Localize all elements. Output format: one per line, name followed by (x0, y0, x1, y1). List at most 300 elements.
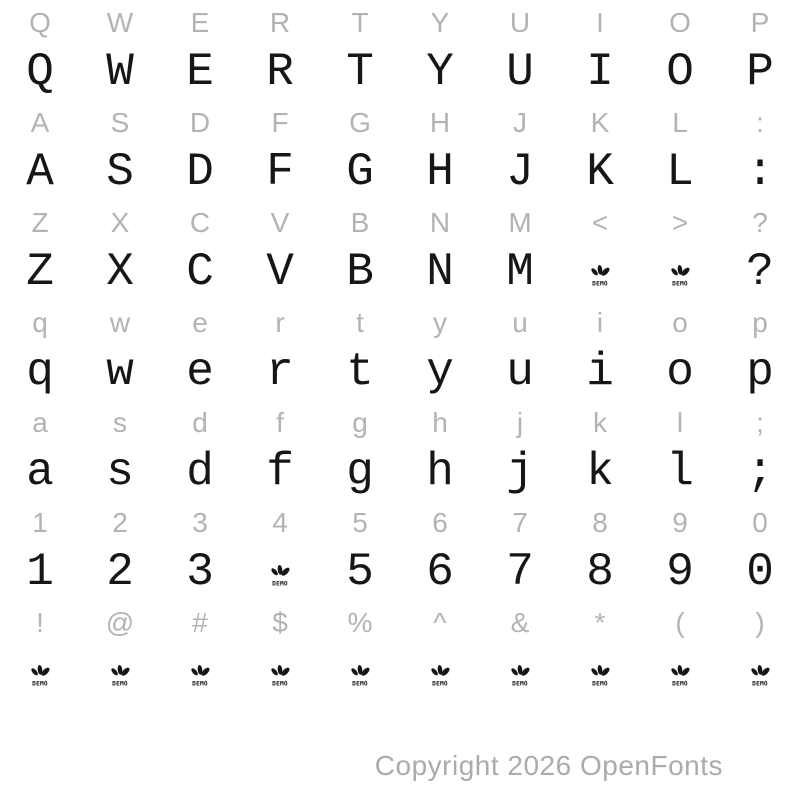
demo-glyph-icon (107, 664, 133, 688)
specimen-char-cell (560, 446, 640, 498)
specimen-row (0, 437, 800, 500)
reference-char-cell (240, 409, 320, 437)
specimen-glyph: k (586, 446, 614, 498)
reference-char-cell (560, 409, 640, 437)
reference-glyph: 9 (672, 507, 688, 538)
reference-glyph: D (189, 107, 211, 138)
specimen-char-cell (640, 46, 720, 98)
reference-glyph: O (669, 7, 691, 38)
specimen-char-cell (560, 146, 640, 198)
reference-glyph: L (672, 107, 688, 138)
specimen-char-cell (80, 546, 160, 598)
specimen-glyph: i (586, 346, 614, 398)
specimen-char-cell (160, 546, 240, 598)
reference-char-cell (640, 9, 720, 37)
specimen-glyph: I (586, 46, 614, 98)
specimen-char-cell (640, 264, 720, 295)
specimen-char-cell (480, 664, 560, 695)
reference-glyph: i (596, 307, 604, 338)
svg-text:DEMO: DEMO (192, 680, 208, 688)
reference-char-cell (480, 509, 560, 537)
specimen-char-cell (240, 664, 320, 695)
reference-glyph: @ (105, 607, 135, 638)
svg-text:DEMO: DEMO (272, 580, 288, 588)
reference-char-cell (720, 509, 800, 537)
specimen-char-cell (480, 46, 560, 98)
reference-glyph: K (590, 107, 610, 138)
reference-glyph: N (429, 207, 451, 238)
specimen-char-cell (400, 546, 480, 598)
specimen-char-cell (240, 564, 320, 595)
page-footer (0, 700, 800, 800)
reference-char-cell (560, 9, 640, 37)
reference-glyph: ? (752, 207, 768, 238)
specimen-glyph: ? (746, 246, 774, 298)
specimen-char-cell (0, 46, 80, 98)
reference-char-cell (320, 609, 400, 637)
demo-glyph-icon (27, 664, 53, 688)
character-pair-row (0, 600, 800, 700)
reference-glyph: G (349, 107, 371, 138)
reference-char-cell (160, 509, 240, 537)
reference-char-cell (400, 509, 480, 537)
svg-text:DEMO: DEMO (672, 680, 688, 688)
reference-glyph: U (509, 7, 531, 38)
specimen-glyph: A (26, 146, 54, 198)
reference-glyph: 6 (432, 507, 448, 538)
reference-glyph: W (106, 7, 134, 38)
reference-char-cell (560, 109, 640, 137)
reference-glyph: F (271, 107, 289, 138)
specimen-glyph: N (426, 246, 454, 298)
specimen-glyph: L (666, 146, 694, 198)
demo-glyph-icon (267, 664, 293, 688)
reference-char-cell (400, 309, 480, 337)
reference-glyph: H (429, 107, 451, 138)
specimen-char-cell (240, 46, 320, 98)
svg-text:DEMO: DEMO (32, 680, 48, 688)
reference-glyph: s (113, 407, 127, 438)
reference-char-cell (720, 609, 800, 637)
specimen-row (0, 337, 800, 400)
reference-char-cell (720, 309, 800, 337)
specimen-char-cell (0, 246, 80, 298)
reference-glyph: & (510, 607, 530, 638)
specimen-glyph: y (426, 346, 454, 398)
specimen-char-cell (480, 446, 560, 498)
reference-char-cell (80, 309, 160, 337)
reference-glyph: J (513, 107, 527, 138)
specimen-char-cell (320, 46, 400, 98)
reference-char-cell (480, 309, 560, 337)
specimen-char-cell (480, 146, 560, 198)
reference-glyph: A (30, 107, 50, 138)
specimen-glyph: V (266, 246, 294, 298)
specimen-char-cell (720, 46, 800, 98)
specimen-row (0, 137, 800, 200)
reference-char-cell (80, 609, 160, 637)
specimen-char-cell (480, 246, 560, 298)
character-pair-row (0, 100, 800, 200)
demo-glyph-icon (427, 664, 453, 688)
specimen-char-cell (320, 546, 400, 598)
reference-char-cell (480, 609, 560, 637)
reference-char-cell (320, 109, 400, 137)
reference-char-cell (240, 509, 320, 537)
reference-glyph: ^ (433, 607, 447, 638)
reference-char-cell (640, 509, 720, 537)
reference-char-cell (160, 609, 240, 637)
reference-glyph: y (433, 307, 447, 338)
specimen-glyph: R (266, 46, 294, 98)
reference-char-cell (720, 209, 800, 237)
reference-row (0, 100, 800, 137)
svg-text:DEMO: DEMO (432, 680, 448, 688)
specimen-char-cell (560, 46, 640, 98)
reference-glyph: X (110, 207, 130, 238)
specimen-glyph: 0 (746, 546, 774, 598)
specimen-glyph: f (266, 446, 294, 498)
reference-char-cell (160, 9, 240, 37)
specimen-glyph: Q (26, 46, 54, 98)
reference-glyph: ) (755, 607, 765, 638)
specimen-char-cell (560, 264, 640, 295)
specimen-glyph: t (346, 346, 374, 398)
reference-char-cell (480, 109, 560, 137)
reference-glyph: j (516, 407, 524, 438)
specimen-char-cell (640, 664, 720, 695)
reference-char-cell (80, 409, 160, 437)
reference-char-cell (640, 209, 720, 237)
specimen-glyph: l (666, 446, 694, 498)
specimen-glyph: S (106, 146, 134, 198)
reference-glyph: h (432, 407, 448, 438)
svg-text:DEMO: DEMO (272, 680, 288, 688)
svg-text:DEMO: DEMO (672, 280, 688, 288)
reference-char-cell (160, 309, 240, 337)
reference-glyph: V (270, 207, 290, 238)
specimen-char-cell (240, 146, 320, 198)
specimen-glyph: W (106, 46, 134, 98)
reference-char-cell (720, 9, 800, 37)
specimen-char-cell (0, 346, 80, 398)
reference-glyph: f (276, 407, 284, 438)
specimen-glyph: M (506, 246, 534, 298)
reference-glyph: M (508, 207, 532, 238)
reference-glyph: % (347, 607, 373, 638)
specimen-char-cell (720, 664, 800, 695)
specimen-glyph: 6 (426, 546, 454, 598)
specimen-char-cell (400, 246, 480, 298)
reference-char-cell (560, 609, 640, 637)
reference-char-cell (640, 109, 720, 137)
specimen-glyph: G (346, 146, 374, 198)
reference-glyph: 1 (32, 507, 48, 538)
specimen-glyph: 3 (186, 546, 214, 598)
specimen-glyph: g (346, 446, 374, 498)
reference-char-cell (720, 109, 800, 137)
reference-char-cell (160, 109, 240, 137)
reference-char-cell (560, 509, 640, 537)
reference-glyph: 7 (512, 507, 528, 538)
reference-glyph: 8 (592, 507, 608, 538)
demo-glyph-icon (347, 664, 373, 688)
reference-char-cell (0, 9, 80, 37)
specimen-glyph: h (426, 446, 454, 498)
svg-text:DEMO: DEMO (112, 680, 128, 688)
demo-glyph-icon (267, 564, 293, 588)
reference-glyph: T (351, 7, 369, 38)
specimen-char-cell (160, 664, 240, 695)
specimen-glyph: o (666, 346, 694, 398)
specimen-char-cell (80, 346, 160, 398)
reference-glyph: ( (675, 607, 685, 638)
reference-char-cell (400, 209, 480, 237)
reference-glyph: u (512, 307, 528, 338)
reference-char-cell (0, 309, 80, 337)
specimen-char-cell (80, 664, 160, 695)
reference-glyph: g (352, 407, 368, 438)
specimen-char-cell (80, 46, 160, 98)
specimen-glyph: B (346, 246, 374, 298)
demo-glyph-icon (667, 264, 693, 288)
reference-char-cell (160, 409, 240, 437)
reference-glyph: t (356, 307, 364, 338)
reference-char-cell (320, 209, 400, 237)
specimen-row (0, 637, 800, 700)
reference-glyph: S (110, 107, 130, 138)
specimen-char-cell (560, 546, 640, 598)
reference-char-cell (400, 109, 480, 137)
specimen-char-cell (160, 346, 240, 398)
reference-char-cell (80, 109, 160, 137)
reference-char-cell (240, 9, 320, 37)
reference-row (0, 500, 800, 537)
specimen-row (0, 37, 800, 100)
specimen-glyph: F (266, 146, 294, 198)
copyright-text: Copyright 2026 OpenFonts (374, 750, 723, 781)
reference-glyph: B (350, 207, 370, 238)
specimen-char-cell (0, 546, 80, 598)
reference-char-cell (400, 9, 480, 37)
character-pair-row (0, 0, 800, 100)
character-pair-row (0, 400, 800, 500)
reference-glyph: 4 (272, 507, 288, 538)
reference-glyph: C (189, 207, 211, 238)
specimen-char-cell (320, 446, 400, 498)
specimen-char-cell (720, 246, 800, 298)
specimen-glyph: O (666, 46, 694, 98)
demo-glyph-icon (587, 664, 613, 688)
reference-char-cell (160, 209, 240, 237)
specimen-glyph: Z (26, 246, 54, 298)
specimen-char-cell (720, 546, 800, 598)
reference-glyph: 0 (752, 507, 768, 538)
specimen-char-cell (0, 664, 80, 695)
reference-glyph: : (756, 107, 764, 138)
specimen-char-cell (160, 246, 240, 298)
reference-glyph: Z (31, 207, 49, 238)
reference-char-cell (240, 309, 320, 337)
character-pair-row (0, 200, 800, 300)
specimen-glyph: J (506, 146, 534, 198)
specimen-glyph: 2 (106, 546, 134, 598)
specimen-char-cell (0, 446, 80, 498)
specimen-glyph: ; (746, 446, 774, 498)
reference-char-cell (240, 609, 320, 637)
reference-char-cell (0, 409, 80, 437)
specimen-glyph: d (186, 446, 214, 498)
specimen-glyph: C (186, 246, 214, 298)
reference-glyph: ; (756, 407, 764, 438)
reference-glyph: < (591, 207, 609, 238)
svg-text:DEMO: DEMO (752, 680, 768, 688)
specimen-char-cell (640, 546, 720, 598)
svg-text:DEMO: DEMO (592, 280, 608, 288)
specimen-char-cell (720, 346, 800, 398)
demo-glyph-icon (507, 664, 533, 688)
reference-char-cell (80, 9, 160, 37)
character-pair-row (0, 300, 800, 400)
specimen-glyph: j (506, 446, 534, 498)
reference-char-cell (0, 209, 80, 237)
specimen-char-cell (160, 146, 240, 198)
character-pair-row (0, 500, 800, 600)
reference-char-cell (480, 409, 560, 437)
reference-glyph: R (269, 7, 291, 38)
reference-glyph: $ (272, 607, 288, 638)
reference-glyph: 2 (112, 507, 128, 538)
specimen-char-cell (240, 446, 320, 498)
reference-glyph: ! (36, 607, 44, 638)
specimen-char-cell (400, 664, 480, 695)
reference-char-cell (400, 609, 480, 637)
reference-char-cell (80, 209, 160, 237)
specimen-char-cell (400, 346, 480, 398)
reference-glyph: P (750, 7, 770, 38)
demo-glyph-icon (187, 664, 213, 688)
specimen-glyph: 1 (26, 546, 54, 598)
specimen-char-cell (320, 246, 400, 298)
specimen-glyph: K (586, 146, 614, 198)
specimen-glyph: a (26, 446, 54, 498)
reference-char-cell (320, 509, 400, 537)
specimen-char-cell (640, 446, 720, 498)
reference-glyph: l (676, 407, 684, 438)
specimen-glyph: s (106, 446, 134, 498)
reference-char-cell (400, 409, 480, 437)
specimen-glyph: E (186, 46, 214, 98)
specimen-char-cell (80, 446, 160, 498)
reference-char-cell (0, 509, 80, 537)
specimen-row (0, 237, 800, 300)
specimen-char-cell (480, 546, 560, 598)
reference-char-cell (240, 209, 320, 237)
specimen-char-cell (160, 46, 240, 98)
specimen-char-cell (720, 446, 800, 498)
specimen-glyph: H (426, 146, 454, 198)
reference-char-cell (240, 109, 320, 137)
specimen-glyph: : (746, 146, 774, 198)
svg-text:DEMO: DEMO (352, 680, 368, 688)
specimen-glyph: w (106, 346, 134, 398)
specimen-char-cell (560, 664, 640, 695)
reference-row (0, 200, 800, 237)
reference-glyph: E (190, 7, 210, 38)
reference-glyph: a (32, 407, 48, 438)
reference-char-cell (320, 9, 400, 37)
reference-char-cell (320, 409, 400, 437)
specimen-char-cell (160, 446, 240, 498)
reference-glyph: * (594, 607, 606, 638)
specimen-char-cell (80, 146, 160, 198)
specimen-char-cell (720, 146, 800, 198)
reference-char-cell (480, 9, 560, 37)
specimen-glyph: P (746, 46, 774, 98)
reference-char-cell (320, 309, 400, 337)
specimen-glyph: e (186, 346, 214, 398)
reference-glyph: o (672, 307, 688, 338)
reference-glyph: e (192, 307, 208, 338)
specimen-char-cell (400, 46, 480, 98)
specimen-char-cell (560, 346, 640, 398)
specimen-char-cell (240, 346, 320, 398)
reference-char-cell (560, 309, 640, 337)
specimen-char-cell (480, 346, 560, 398)
specimen-glyph: T (346, 46, 374, 98)
reference-char-cell (640, 609, 720, 637)
reference-char-cell (560, 209, 640, 237)
reference-char-cell (480, 209, 560, 237)
specimen-char-cell (0, 146, 80, 198)
specimen-char-cell (240, 246, 320, 298)
specimen-glyph: p (746, 346, 774, 398)
reference-glyph: I (596, 7, 604, 38)
reference-glyph: d (192, 407, 208, 438)
reference-glyph: w (109, 307, 131, 338)
specimen-glyph: q (26, 346, 54, 398)
reference-row (0, 600, 800, 637)
reference-char-cell (0, 109, 80, 137)
specimen-glyph: u (506, 346, 534, 398)
demo-glyph-icon (667, 664, 693, 688)
svg-text:DEMO: DEMO (592, 680, 608, 688)
reference-row (0, 300, 800, 337)
specimen-glyph: D (186, 146, 214, 198)
specimen-glyph: 5 (346, 546, 374, 598)
demo-glyph-icon (587, 264, 613, 288)
reference-glyph: 5 (352, 507, 368, 538)
specimen-glyph: 7 (506, 546, 534, 598)
reference-char-cell (0, 609, 80, 637)
specimen-char-cell (400, 446, 480, 498)
reference-glyph: Q (29, 7, 51, 38)
reference-glyph: > (671, 207, 689, 238)
specimen-glyph: Y (426, 46, 454, 98)
specimen-char-cell (320, 664, 400, 695)
svg-text:DEMO: DEMO (512, 680, 528, 688)
reference-char-cell (640, 309, 720, 337)
reference-char-cell (720, 409, 800, 437)
reference-row (0, 0, 800, 37)
reference-glyph: Y (430, 7, 450, 38)
specimen-char-cell (640, 146, 720, 198)
reference-glyph: # (192, 607, 208, 638)
specimen-glyph: X (106, 246, 134, 298)
specimen-char-cell (80, 246, 160, 298)
specimen-glyph: 8 (586, 546, 614, 598)
reference-char-cell (640, 409, 720, 437)
